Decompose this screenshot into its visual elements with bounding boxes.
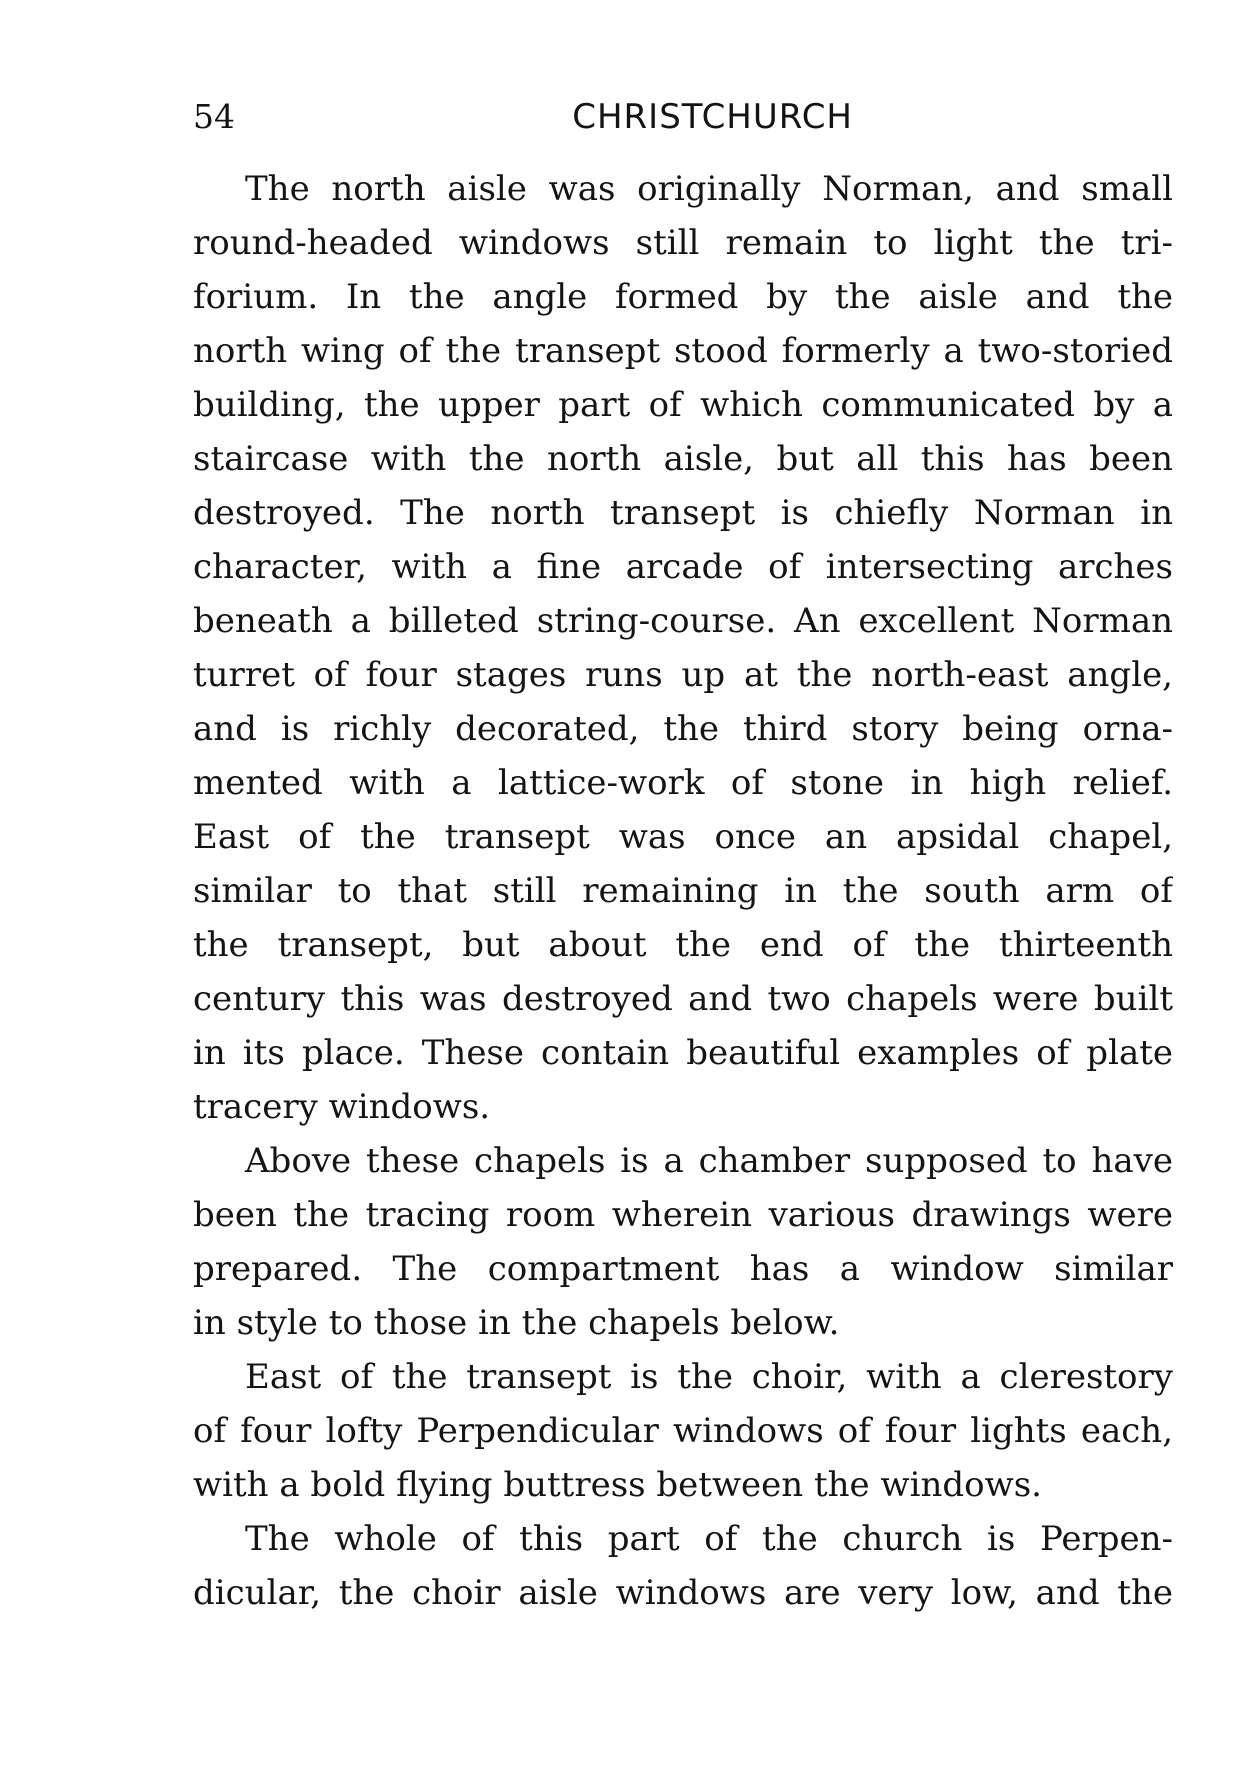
text-line: in style to those in the chapels below. (193, 1303, 840, 1343)
text-line: and is richly decorated, the third story being orna- (193, 709, 1173, 749)
text-line: forium. In the angle formed by the aisle and the (193, 277, 1173, 317)
text-line: East of the transept was once an apsidal chapel, (193, 817, 1173, 857)
text-line: of four lofty Perpendicular windows of four lights each, (193, 1411, 1173, 1451)
running-title: CHRISTCHURCH (572, 97, 853, 137)
text-line: East of the transept is the choir, with a clerestory (245, 1357, 1173, 1397)
text-line: been the tracing room wherein various drawings were (193, 1195, 1173, 1235)
running-head (193, 92, 1173, 142)
text-line: in its place. These contain beautiful examples of plate (193, 1033, 1173, 1073)
text-line: The whole of this part of the church is Perpen- (245, 1519, 1173, 1559)
page-number: 54 (193, 97, 235, 136)
text-line: mented with a lattice-work of stone in high relief. (193, 763, 1173, 803)
text-line: tracery windows. (193, 1087, 491, 1127)
text-line: The north aisle was originally Norman, and small (245, 169, 1173, 209)
text-line: round-headed windows still remain to light the tri- (193, 223, 1173, 263)
text-line: the transept, but about the end of the thirteenth (193, 925, 1173, 965)
text-line: destroyed. The north transept is chiefly Norman in (193, 493, 1173, 533)
text-line: turret of four stages runs up at the north-east angle, (193, 655, 1173, 695)
text-line: similar to that still remaining in the south arm of (193, 871, 1173, 911)
body-text (193, 162, 1173, 1620)
text-line: building, the upper part of which communicated by a (193, 385, 1173, 425)
text-line: character, with a fine arcade of intersecting arches (193, 547, 1173, 587)
text-line: beneath a billeted string-course. An excellent Norman (193, 601, 1173, 641)
text-line: Above these chapels is a chamber supposed to have (245, 1141, 1173, 1181)
text-line: dicular, the choir aisle windows are very low, and the (193, 1573, 1173, 1613)
text-line: north wing of the transept stood formerly a two-storied (193, 331, 1173, 371)
text-line: staircase with the north aisle, but all this has been (193, 439, 1173, 479)
text-line: prepared. The compartment has a window similar (193, 1249, 1173, 1289)
text-line: century this was destroyed and two chapels were built (193, 979, 1173, 1019)
text-line: with a bold flying buttress between the windows. (193, 1465, 1042, 1505)
